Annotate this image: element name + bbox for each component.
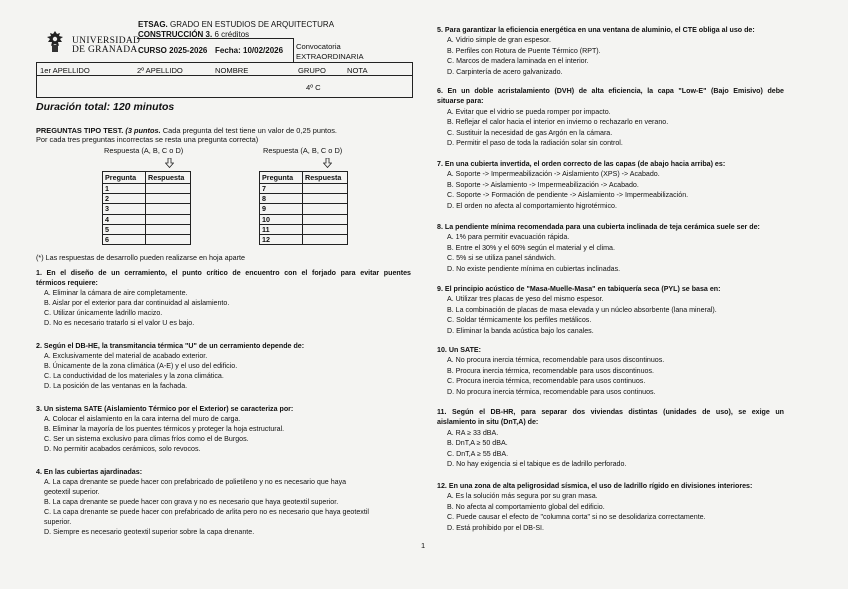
col-pregunta: Pregunta bbox=[260, 172, 303, 184]
question-number: 8 bbox=[260, 194, 303, 204]
col-respuesta: Respuesta bbox=[146, 172, 191, 184]
question-option: C. La capa drenante se puede hacer con prefabricado de arlita pero no es necesario que haya geotextil bbox=[44, 508, 369, 516]
question-stem: 3. Un sistema SATE (Aislamiento Térmico por el Exterior) se caracteriza por: bbox=[36, 405, 294, 413]
question-number: 11 bbox=[260, 224, 303, 234]
answer-row bbox=[260, 234, 348, 244]
question-option: D. No es necesario tratarlo si el valor U es bajo. bbox=[44, 319, 195, 327]
question-option: B. Únicamente de la zona climática (A-E) y el uso del edificio. bbox=[44, 362, 238, 370]
down-arrow-icon bbox=[165, 158, 174, 168]
answer-row bbox=[260, 224, 348, 234]
answer-caption-right: Respuesta (A, B, C o D) bbox=[263, 146, 343, 155]
header-divider-vertical bbox=[293, 38, 294, 62]
question-option: B. Entre el 30% y el 60% según el material y el clima. bbox=[447, 243, 615, 252]
question-option: D. El orden no afecta al comportamiento higrotérmico. bbox=[447, 201, 617, 210]
answer-cell[interactable] bbox=[303, 214, 348, 224]
question-option: A. Exclusivamente del material de acabado exterior. bbox=[44, 352, 208, 360]
answer-cell[interactable] bbox=[146, 224, 191, 234]
question-option: D. No hay exigencia si el tabique es de ladrillo perforado. bbox=[447, 460, 627, 469]
field-nota: NOTA bbox=[347, 66, 368, 75]
question-option: B. Soporte -> Aislamiento -> Impermeabilización -> Acabado. bbox=[447, 180, 639, 189]
question-option: C. Soldar térmicamente los perfiles metálicos. bbox=[447, 316, 592, 325]
call-label: Convocatoria bbox=[296, 42, 341, 51]
question-7 bbox=[437, 159, 725, 211]
question-stem: situarse para: bbox=[437, 97, 484, 106]
question-2 bbox=[36, 341, 304, 391]
question-stem: 11. Según el DB-HR, para separar dos viviendas distintas (unidades de uso), se exige un bbox=[437, 408, 784, 416]
question-option: B. Reflejar el calor hacia el interior en invierno o rechazarlo en verano. bbox=[447, 118, 669, 127]
question-option: A. La capa drenante se puede hacer con prefabricado de polietileno y no es necesario que haya bbox=[44, 478, 347, 486]
question-option: C. DnT,A ≥ 55 dBA. bbox=[447, 449, 509, 458]
exam-duration: Duración total: 120 minutos bbox=[36, 101, 175, 113]
col-respuesta: Respuesta bbox=[303, 172, 348, 184]
question-stem: 12. En una zona de alta peligrosidad sísmica, el uso de ladrillo rígido en divisiones interiores: bbox=[437, 482, 753, 490]
question-number: 1 bbox=[103, 184, 146, 194]
question-option: B. No afecta al comportamiento global del edificio. bbox=[447, 502, 605, 511]
question-number: 4 bbox=[103, 214, 146, 224]
answer-cell[interactable] bbox=[303, 184, 348, 194]
question-6 bbox=[437, 86, 784, 148]
answer-row bbox=[103, 214, 191, 224]
question-stem: aislamiento in situ (DnT,A) de: bbox=[437, 418, 539, 427]
test-instructions-line2: Por cada tres preguntas incorrectas se resta una pregunta correcta) bbox=[36, 135, 259, 144]
question-10 bbox=[437, 345, 664, 397]
question-number: 9 bbox=[260, 204, 303, 214]
university-name-line2: DE GRANADA bbox=[72, 45, 138, 55]
question-12 bbox=[437, 481, 752, 533]
answer-caption-left: Respuesta (A, B, C o D) bbox=[104, 146, 184, 155]
answer-row bbox=[103, 194, 191, 204]
col-pregunta: Pregunta bbox=[103, 172, 146, 184]
question-option: D. No permitir acabados cerámicos, solo revocos. bbox=[44, 445, 201, 453]
course-title: CONSTRUCCIÓN 3. 6 créditos bbox=[138, 30, 250, 39]
question-option: A. Evitar que el vidrio se pueda romper por impacto. bbox=[447, 107, 611, 116]
answer-cell[interactable] bbox=[303, 194, 348, 204]
down-arrow-icon bbox=[323, 158, 332, 168]
question-option: C. Procura inercia térmica, recomendable para usos continuos. bbox=[447, 377, 646, 386]
question-option: B. La combinación de placas de masa elevada y un núcleo absorbente (lana mineral). bbox=[447, 305, 717, 314]
question-option: D. Está prohibido por el DB-SI. bbox=[447, 523, 544, 532]
question-option: A. Soporte -> Impermeabilización -> Aislamiento (XPS) -> Acabado. bbox=[447, 170, 660, 179]
question-option: A. RA ≥ 33 dBA. bbox=[447, 428, 499, 437]
page-number: 1 bbox=[421, 541, 426, 550]
question-option: C. Marcos de madera laminada en el interior. bbox=[447, 57, 589, 66]
question-8 bbox=[437, 222, 760, 274]
answer-row bbox=[103, 234, 191, 244]
question-5 bbox=[437, 25, 755, 77]
answer-cell[interactable] bbox=[303, 204, 348, 214]
question-number: 12 bbox=[260, 234, 303, 244]
question-option: A. Utilizar tres placas de yeso del mismo espesor. bbox=[447, 295, 604, 304]
question-number: 2 bbox=[103, 194, 146, 204]
question-option: D. No existe pendiente mínima en cubiertas inclinadas. bbox=[447, 264, 621, 273]
question-stem: 7. En una cubierta invertida, el orden correcto de las capas (de abajo hacia arriba) es: bbox=[437, 160, 726, 168]
question-4 bbox=[36, 467, 369, 537]
question-9 bbox=[437, 284, 720, 336]
question-option: D. Eliminar la banda acústica bajo los canales. bbox=[447, 326, 594, 335]
answer-row bbox=[260, 184, 348, 194]
question-stem: 2. Según el DB-HE, la transmitancia térmica "U" de un cerramiento depende de: bbox=[36, 342, 305, 350]
question-option: B. Perfiles con Rotura de Puente Térmico (RPT). bbox=[447, 46, 601, 55]
question-option: D. Carpintería de acero galvanizado. bbox=[447, 67, 563, 76]
question-option: B. Procura inercia térmica, recomendable para usos discontinuos. bbox=[447, 366, 655, 375]
question-option: D. La posición de las ventanas en la fachada. bbox=[44, 382, 188, 390]
question-stem: 10. Un SATE: bbox=[437, 346, 482, 354]
footnote: (*) Las respuestas de desarrollo pueden realizarse en hoja aparte bbox=[36, 253, 245, 262]
question-option: C. Ser un sistema exclusivo para climas fríos como el de Burgos. bbox=[44, 435, 249, 443]
field-apellido1: 1er APELLIDO bbox=[40, 66, 90, 75]
question-option: A. Vidrio simple de gran espesor. bbox=[447, 36, 551, 45]
question-number: 10 bbox=[260, 214, 303, 224]
question-option: geotextil superior. bbox=[44, 488, 100, 496]
question-option: C. 5% si se utiliza panel sándwich. bbox=[447, 254, 556, 263]
answer-cell[interactable] bbox=[146, 234, 191, 244]
question-number: 6 bbox=[103, 234, 146, 244]
student-info-divider bbox=[36, 75, 413, 76]
question-option: D. No procura inercia térmica, recomendable para usos continuos. bbox=[447, 387, 656, 396]
question-11 bbox=[437, 407, 784, 469]
academic-year: CURSO 2025-2026 bbox=[138, 46, 208, 55]
question-stem: 8. La pendiente mínima recomendada para una cubierta inclinada de teja cerámica suele ser de: bbox=[437, 223, 760, 231]
answer-cell[interactable] bbox=[303, 224, 348, 234]
grupo-value: 4º C bbox=[306, 83, 321, 92]
answer-cell[interactable] bbox=[146, 184, 191, 194]
answer-row bbox=[260, 194, 348, 204]
answer-table-right bbox=[259, 171, 348, 245]
answer-row bbox=[103, 204, 191, 214]
question-option: A. No procura inercia térmica, recomendable para usos discontinuos. bbox=[447, 356, 665, 365]
question-number: 3 bbox=[103, 204, 146, 214]
question-option: C. Soporte -> Formación de pendiente -> Aislamiento -> Impermeabilización. bbox=[447, 191, 689, 200]
question-stem: 5. Para garantizar la eficiencia energética en una ventana de aluminio, el CTE obliga al uso de: bbox=[437, 26, 755, 34]
answer-row bbox=[260, 214, 348, 224]
question-option: B. Eliminar la mayoría de los puentes térmicos y proteger la hoja estructural. bbox=[44, 425, 285, 433]
question-option: C. Sustituir la necesidad de gas Argón en la cámara. bbox=[447, 128, 613, 137]
school-title: ETSAG. GRADO EN ESTUDIOS DE ARQUITECTURA bbox=[138, 20, 335, 29]
header-divider bbox=[137, 38, 293, 39]
test-instructions-line1: PREGUNTAS TIPO TEST. (3 puntos. Cada pregunta del test tiene un valor de 0,25 puntos. bbox=[36, 126, 337, 135]
question-option: B. La capa drenante se puede hacer con grava y no es necesario que haya geotextil superior. bbox=[44, 498, 339, 506]
answer-cell[interactable] bbox=[303, 234, 348, 244]
question-option: C. La conductividad de los materiales y la zona climática. bbox=[44, 372, 224, 380]
question-option: B. DnT,A ≥ 50 dBA. bbox=[447, 439, 508, 448]
question-option: C. Puede causar el efecto de "columna corta" si no se desolidariza correctamente. bbox=[447, 513, 706, 522]
question-stem: 9. El principio acústico de "Masa-Muelle-Masa" en tabiquería seca (PYL) se basa en: bbox=[437, 285, 721, 293]
answer-row bbox=[260, 204, 348, 214]
field-apellido2: 2º APELLIDO bbox=[137, 66, 183, 75]
question-option: A. Es la solución más segura por su gran masa. bbox=[447, 492, 598, 501]
university-name-line1: UNIVERSIDAD bbox=[72, 36, 141, 46]
question-stem: térmicos requiere: bbox=[36, 279, 98, 287]
question-3 bbox=[36, 404, 293, 454]
question-stem: 1. En el diseño de un cerramiento, el punto crítico de encuentro con el forjado para evitar puentes bbox=[36, 269, 411, 277]
question-number: 7 bbox=[260, 184, 303, 194]
field-grupo: GRUPO bbox=[298, 66, 326, 75]
question-option: D. Siempre es necesario geotextil superior sobre la capa drenante. bbox=[44, 528, 255, 536]
answer-table-left bbox=[102, 171, 191, 245]
answer-cell[interactable] bbox=[146, 204, 191, 214]
answer-row bbox=[103, 224, 191, 234]
question-option: D. Permitir el paso de toda la radiación solar sin control. bbox=[447, 139, 623, 148]
question-option: C. Utilizar únicamente ladrillo macizo. bbox=[44, 309, 163, 317]
question-stem: 6. En un doble acristalamiento (DVH) de alta eficiencia, la capa "Low-E" (Bajo Emisivo) debe bbox=[437, 87, 784, 95]
question-option: B. Aislar por el exterior para dar continuidad al aislamiento. bbox=[44, 299, 230, 307]
question-option: A. Colocar el aislamiento en la cara interna del muro de carga. bbox=[44, 415, 241, 423]
question-1 bbox=[36, 268, 411, 328]
answer-row bbox=[103, 184, 191, 194]
exam-date: Fecha: 10/02/2026 bbox=[215, 46, 284, 55]
question-option: superior. bbox=[44, 518, 72, 526]
answer-cell[interactable] bbox=[146, 214, 191, 224]
answer-cell[interactable] bbox=[146, 194, 191, 204]
question-stem: 4. En las cubiertas ajardinadas: bbox=[36, 468, 143, 476]
university-crest-icon bbox=[44, 30, 66, 54]
question-option: A. Eliminar la cámara de aire completamente. bbox=[44, 289, 188, 297]
call-type: EXTRAORDINARIA bbox=[296, 52, 364, 61]
field-nombre: NOMBRE bbox=[215, 66, 249, 75]
question-number: 5 bbox=[103, 224, 146, 234]
question-option: A. 1% para permitir evacuación rápida. bbox=[447, 233, 570, 242]
